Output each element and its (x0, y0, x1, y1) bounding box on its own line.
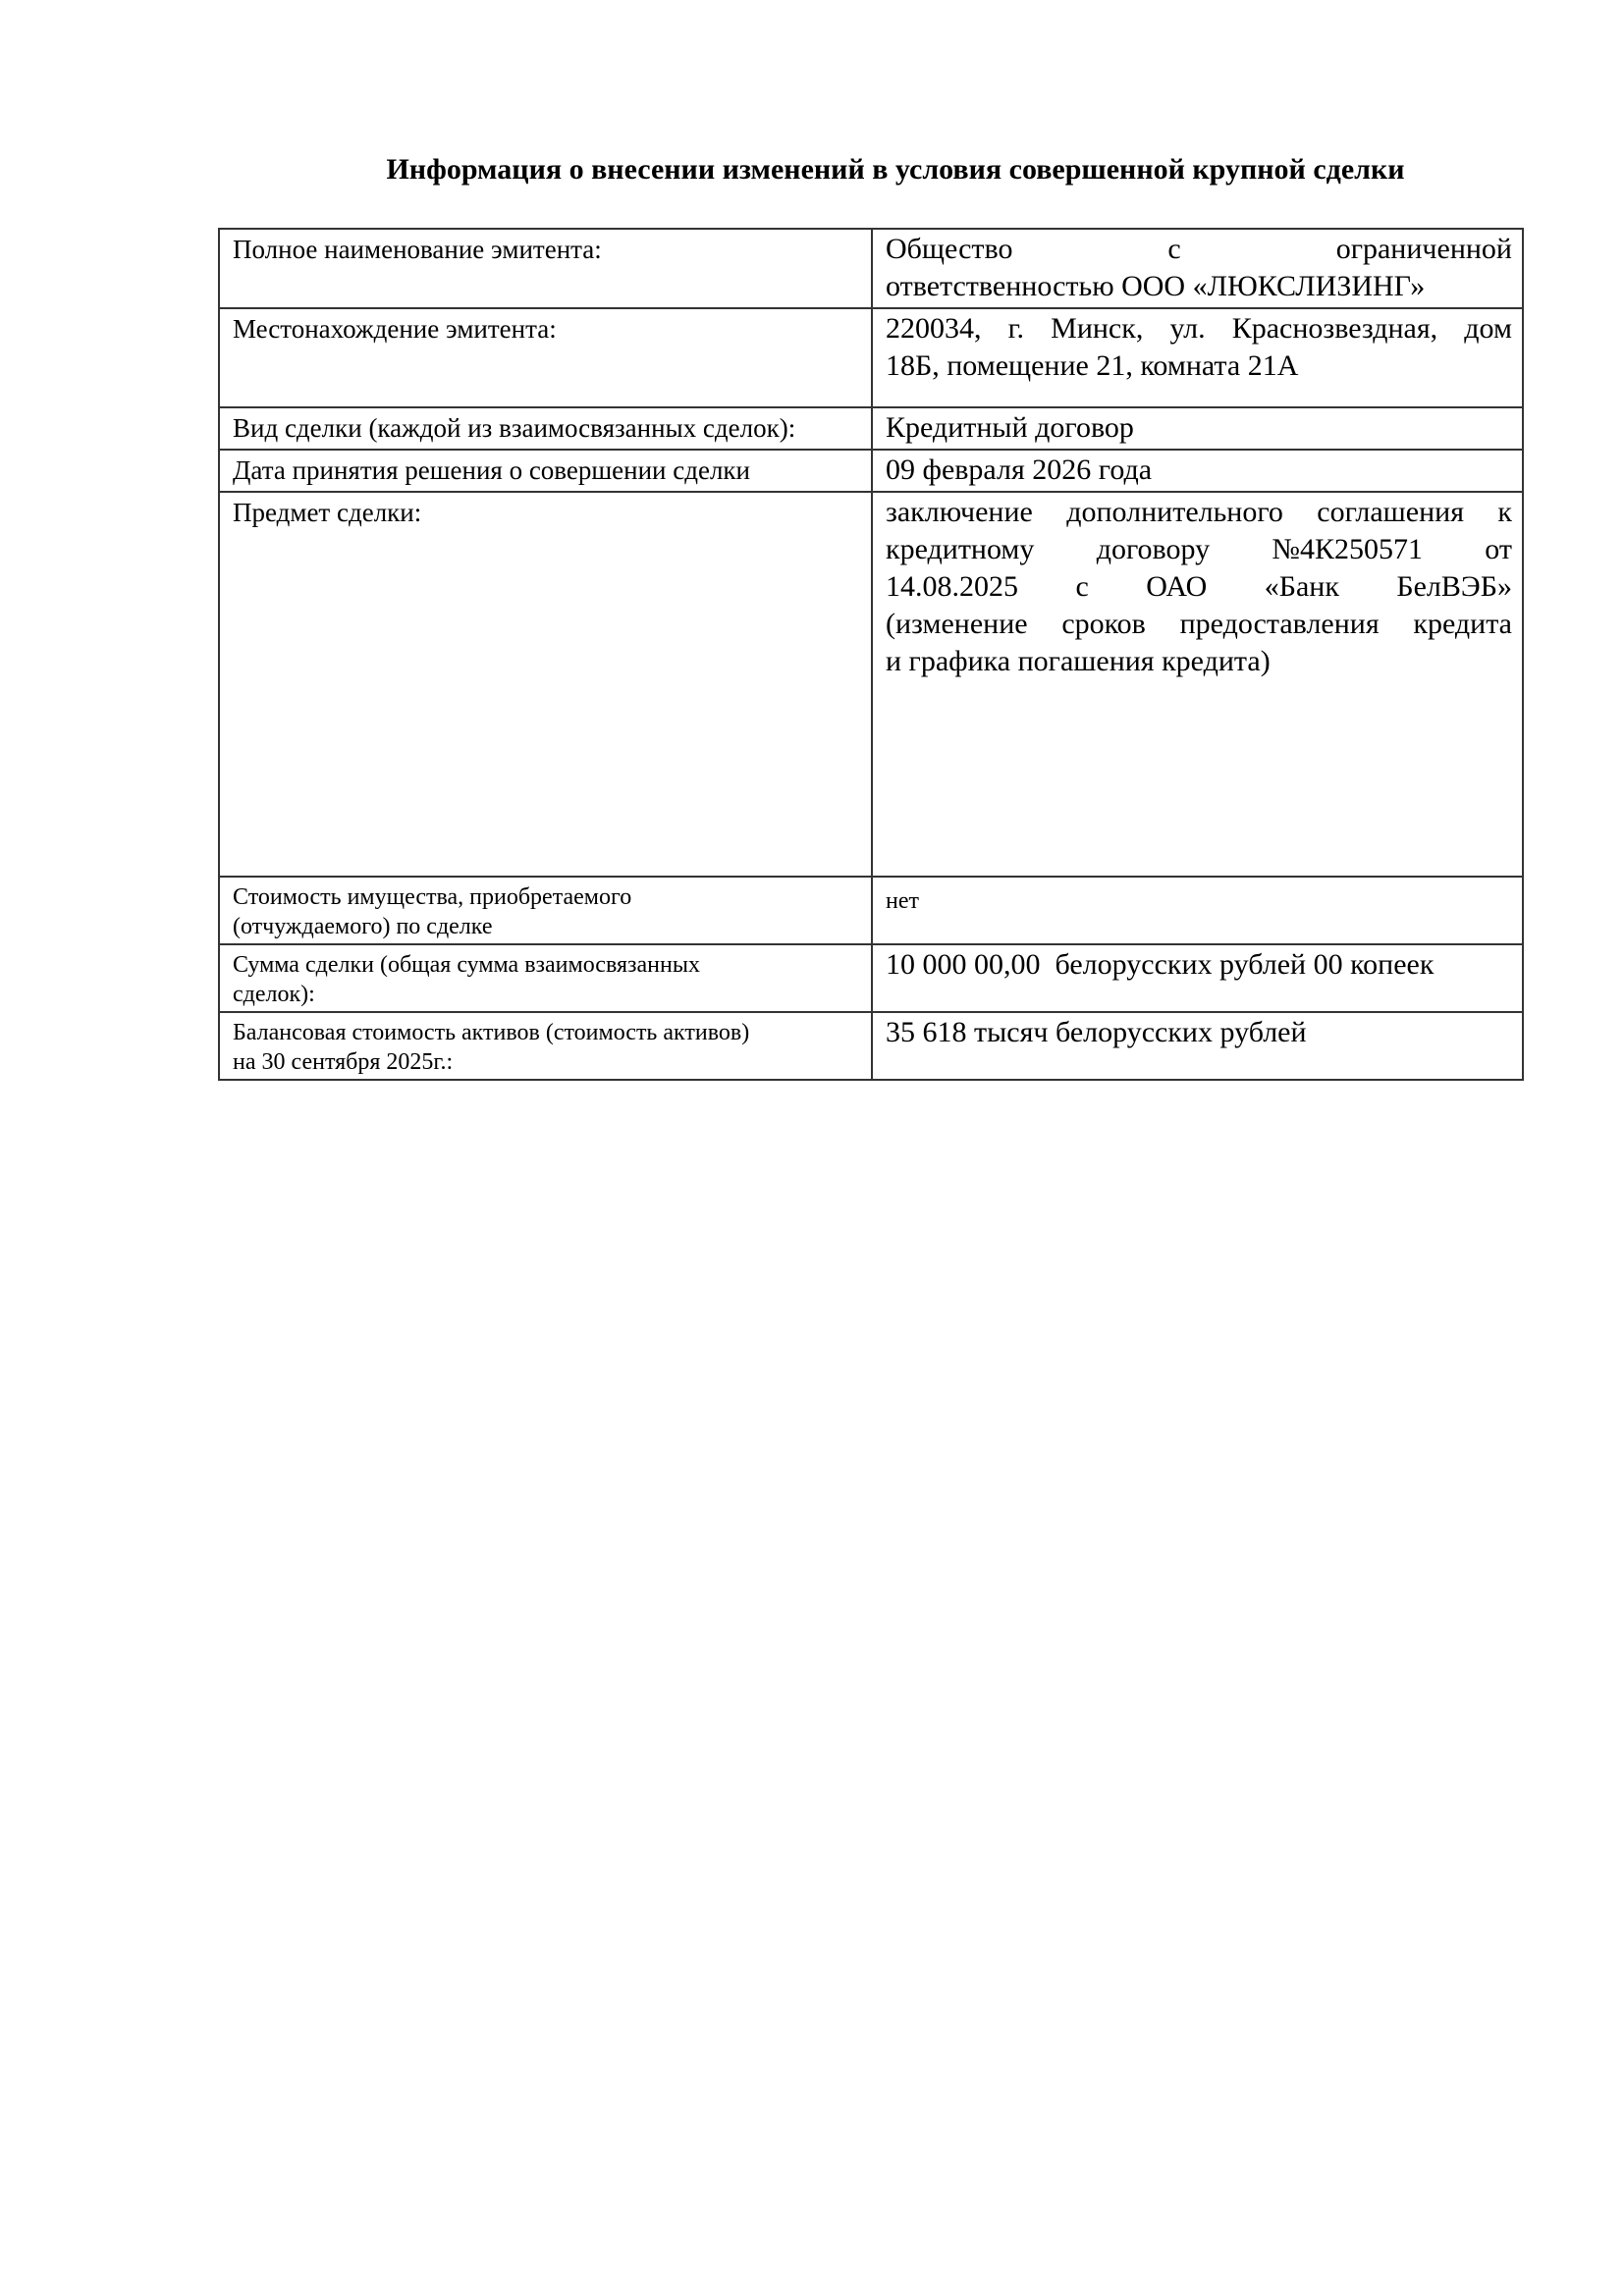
deal-info-table (218, 228, 1524, 1081)
table-row (219, 492, 1523, 877)
text-line: сделок): (233, 982, 315, 1007)
text-line: ответственностью ООО «ЛЮКСЛИЗИНГ» (886, 270, 1426, 302)
label-text (220, 309, 871, 347)
text-line: и графика погашения кредита) (886, 645, 1271, 677)
text-line: 220034, г. Минск, ул. Краснозвездная, дом (886, 312, 1512, 345)
value-cell-deal-subject (872, 492, 1523, 877)
text-line: 14.08.2025 с ОАО «Банк БелВЭБ» (886, 570, 1512, 603)
text-line: заключение дополнительного соглашения к (886, 496, 1512, 528)
label-cell-deal-subject (219, 492, 872, 877)
text-line: (изменение сроков предоставления кредита (886, 608, 1512, 640)
label-cell-property-value (219, 877, 872, 944)
text-line: (отчуждаемого) по сделке (233, 914, 493, 939)
table-row (219, 229, 1523, 308)
text-line: Предмет сделки: (233, 498, 422, 527)
label-text (220, 230, 871, 267)
label-cell-issuer-name (219, 229, 872, 308)
label-text (220, 878, 871, 943)
text-line: 35 618 тысяч белорусских рублей (886, 1016, 1307, 1048)
text-line: на 30 сентября 2025г.: (233, 1049, 454, 1075)
label-cell-decision-date (219, 450, 872, 492)
value-cell-deal-type (872, 407, 1523, 450)
label-text (220, 493, 871, 530)
table-row (219, 877, 1523, 944)
text-line: Стоимость имущества, приобретаемого (233, 884, 632, 910)
label-text (220, 408, 871, 446)
value-cell-decision-date (872, 450, 1523, 492)
value-cell-deal-amount (872, 944, 1523, 1012)
text-line: кредитному договору №4К250571 от (886, 533, 1512, 565)
label-cell-issuer-location (219, 308, 872, 407)
value-cell-property-value (872, 877, 1523, 944)
table-row (219, 944, 1523, 1012)
value-text (873, 309, 1522, 387)
value-text (873, 945, 1522, 986)
text-line: Сумма сделки (общая сумма взаимосвязанных (233, 952, 700, 978)
value-text (873, 408, 1522, 449)
value-text (873, 493, 1522, 682)
text-line: Кредитный договор (886, 411, 1134, 444)
text-line: Общество с ограниченной (886, 233, 1512, 265)
label-text (220, 1013, 871, 1079)
text-line: Вид сделки (каждой из взаимосвязанных сделок): (233, 413, 796, 443)
label-text (220, 451, 871, 488)
table-row (219, 1012, 1523, 1080)
text-line: нет (886, 888, 919, 914)
text-line: 09 февраля 2026 года (886, 454, 1153, 486)
value-text (873, 451, 1522, 491)
label-text (220, 945, 871, 1011)
value-cell-assets-book-value (872, 1012, 1523, 1080)
page-title: Информация о внесении изменений в условия совершенной крупной сделки (386, 153, 1405, 186)
table-row (219, 308, 1523, 407)
label-cell-deal-amount (219, 944, 872, 1012)
table-row (219, 407, 1523, 450)
text-line: Балансовая стоимость активов (стоимость активов) (233, 1020, 750, 1045)
value-text (873, 230, 1522, 307)
label-cell-deal-type (219, 407, 872, 450)
value-text (873, 1013, 1522, 1053)
table-row (219, 450, 1523, 492)
label-cell-assets-book-value (219, 1012, 872, 1080)
text-line: 18Б, помещение 21, комната 21А (886, 349, 1299, 382)
document-page (0, 0, 1624, 1081)
value-text (873, 881, 1522, 918)
text-line: Полное наименование эмитента: (233, 235, 602, 264)
value-cell-issuer-location (872, 308, 1523, 407)
text-line: Дата принятия решения о совершении сделки (233, 455, 751, 485)
text-line: 10 000 00,00 белорусских рублей 00 копеек (886, 948, 1435, 981)
value-cell-issuer-name (872, 229, 1523, 308)
text-line: Местонахождение эмитента: (233, 314, 557, 344)
